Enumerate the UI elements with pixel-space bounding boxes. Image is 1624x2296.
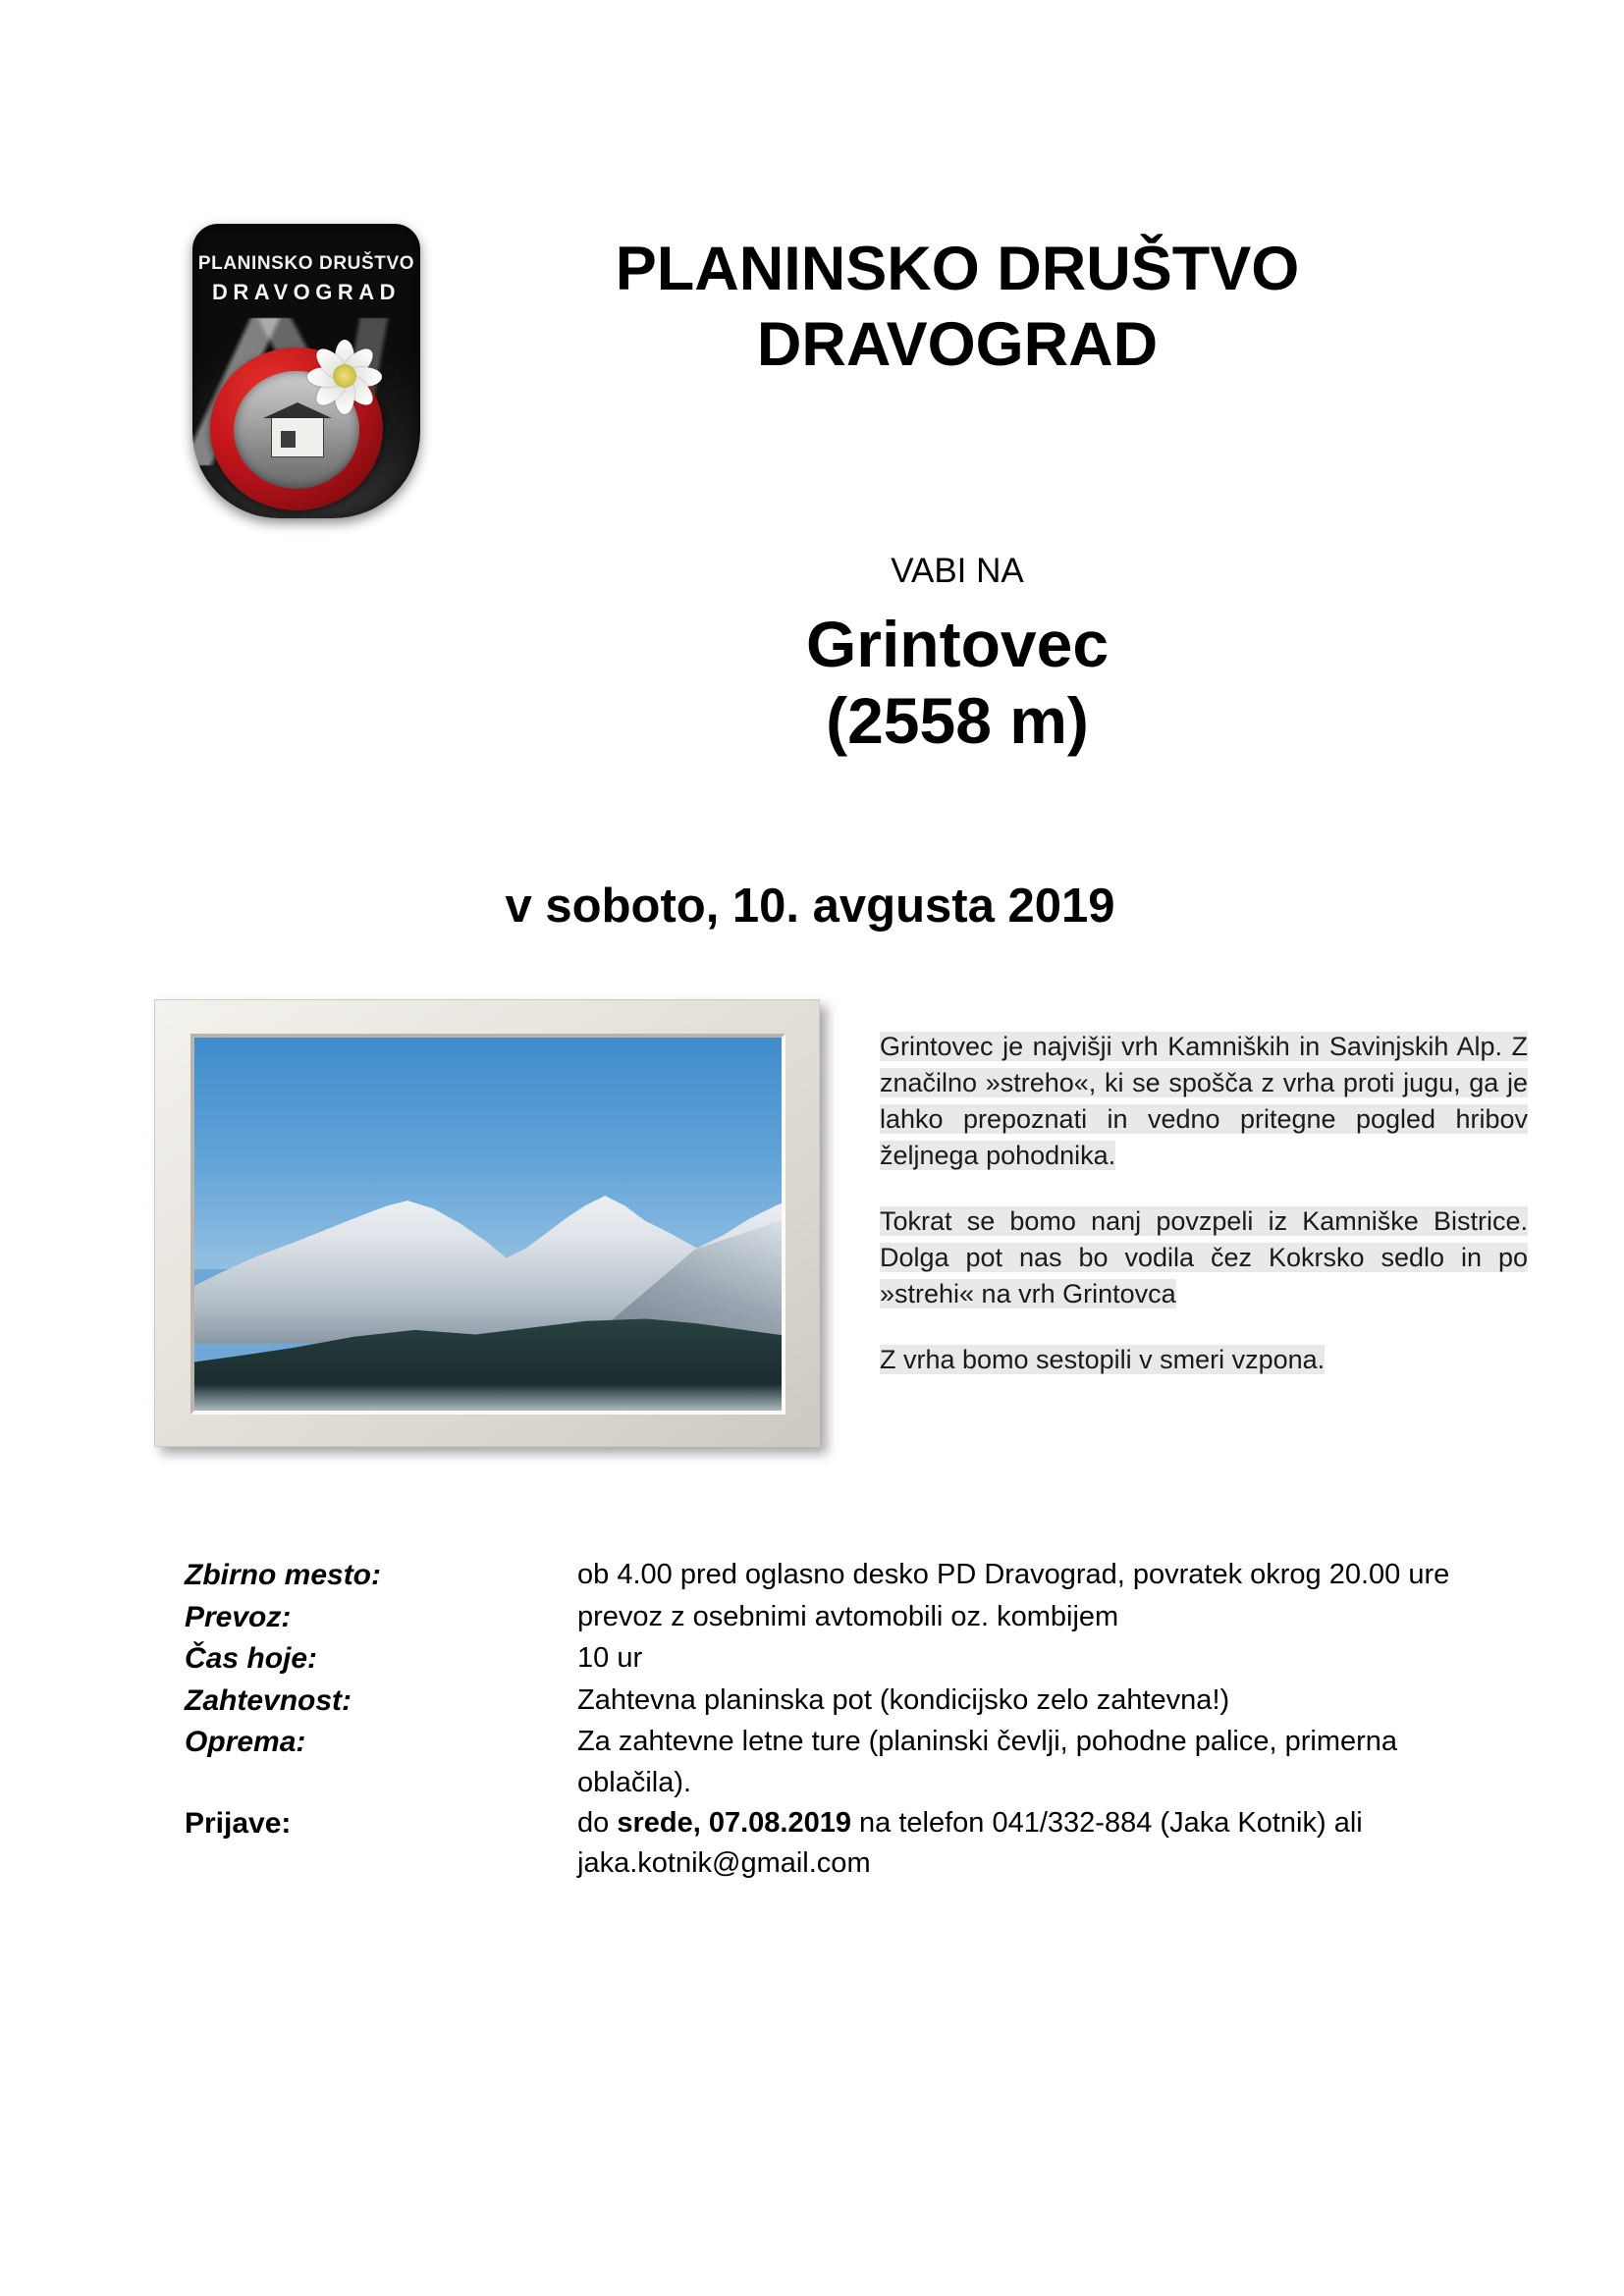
description-block	[880, 1029, 1528, 1378]
description-paragraph-3	[880, 1342, 1528, 1378]
detail-label-meeting-point: Zbirno mesto:	[185, 1559, 381, 1591]
organization-title	[422, 232, 1492, 383]
org-title-line-2: DRAVOGRAD	[756, 309, 1159, 379]
edelweiss-flower-icon	[302, 334, 387, 418]
logo-text-bottom: DRAVOGRAD	[211, 280, 402, 304]
description-paragraph-1	[880, 1029, 1528, 1174]
registration-deadline: srede, 07.08.2019	[617, 1806, 851, 1839]
media-row	[0, 999, 1624, 1490]
description-text-2: Tokrat se bomo nanj povzpeli iz Kamniške Bistrice. Dolga pot nas bo vodila čez Kokrsko sedlo in po »strehi« na vrh Grintovca	[880, 1205, 1528, 1308]
detail-row-transport	[185, 1597, 1471, 1639]
club-logo	[192, 224, 420, 518]
description-text-3: Z vrha bomo sestopili v smeri vzpona.	[880, 1344, 1326, 1374]
registration-suffix: na telefon 041/332-884 (Jaka Kotnik) ali jaka.kotnik@gmail.com	[577, 1806, 1363, 1879]
detail-label-transport: Prevoz:	[185, 1600, 292, 1633]
detail-row-difficulty	[185, 1681, 1471, 1723]
detail-value-difficulty: Zahtevna planinska pot (kondicijsko zelo zahtevna!)	[577, 1683, 1230, 1716]
trip-details-table	[185, 1555, 1471, 1884]
description-paragraph-2	[880, 1203, 1528, 1312]
org-title-line-1: PLANINSKO DRUŠTVO	[615, 235, 1300, 303]
mountain-photo	[194, 1038, 782, 1411]
detail-value-registration	[577, 1803, 1471, 1884]
peak-name: Grintovec	[805, 607, 1110, 680]
logo-text-top: PLANINSKO DRUŠTVO	[197, 253, 415, 274]
photo-bevel	[190, 1034, 785, 1415]
detail-label-equipment: Oprema:	[185, 1726, 306, 1759]
invite-intro: VABI NA	[891, 552, 1024, 590]
detail-label-registration: Prijave:	[185, 1806, 292, 1840]
detail-value-meeting-point: ob 4.00 pred oglasno desko PD Dravograd, povratek okrog 20.00 ure	[577, 1559, 1450, 1590]
detail-row-equipment	[185, 1722, 1471, 1802]
detail-value-walking-time: 10 ur	[577, 1642, 643, 1675]
detail-row-walking-time	[185, 1638, 1471, 1681]
registration-prefix: do	[577, 1806, 618, 1839]
detail-label-difficulty: Zahtevnost:	[185, 1683, 352, 1717]
photo-frame	[154, 999, 820, 1447]
detail-value-transport: prevoz z osebnimi avtomobili oz. kombijem	[577, 1600, 1119, 1632]
description-text-1: Grintovec je najvišji vrh Kamniških in Savinjskih Alp. Z značilno »streho«, ki se spošča z vrha proti jugu, ga je lahko prepoznati in vedno pritegne pogled hribov željnega pohodnika.	[880, 1032, 1528, 1170]
detail-row-registration	[185, 1803, 1471, 1884]
poster-header	[0, 224, 1624, 538]
event-date: v soboto, 10. avgusta 2019	[505, 880, 1115, 933]
invite-block	[422, 550, 1492, 760]
peak-altitude: (2558 m)	[826, 683, 1089, 757]
detail-value-equipment: Za zahtevne letne ture (planinski čevlji, pohodne palice, primerna oblačila).	[577, 1726, 1398, 1798]
mountain-hut-icon	[271, 416, 324, 457]
detail-label-walking-time: Čas hoje:	[185, 1642, 318, 1676]
photo-haze	[194, 1384, 782, 1411]
photo-sky	[194, 1038, 782, 1269]
detail-row-meeting-point	[185, 1555, 1471, 1597]
